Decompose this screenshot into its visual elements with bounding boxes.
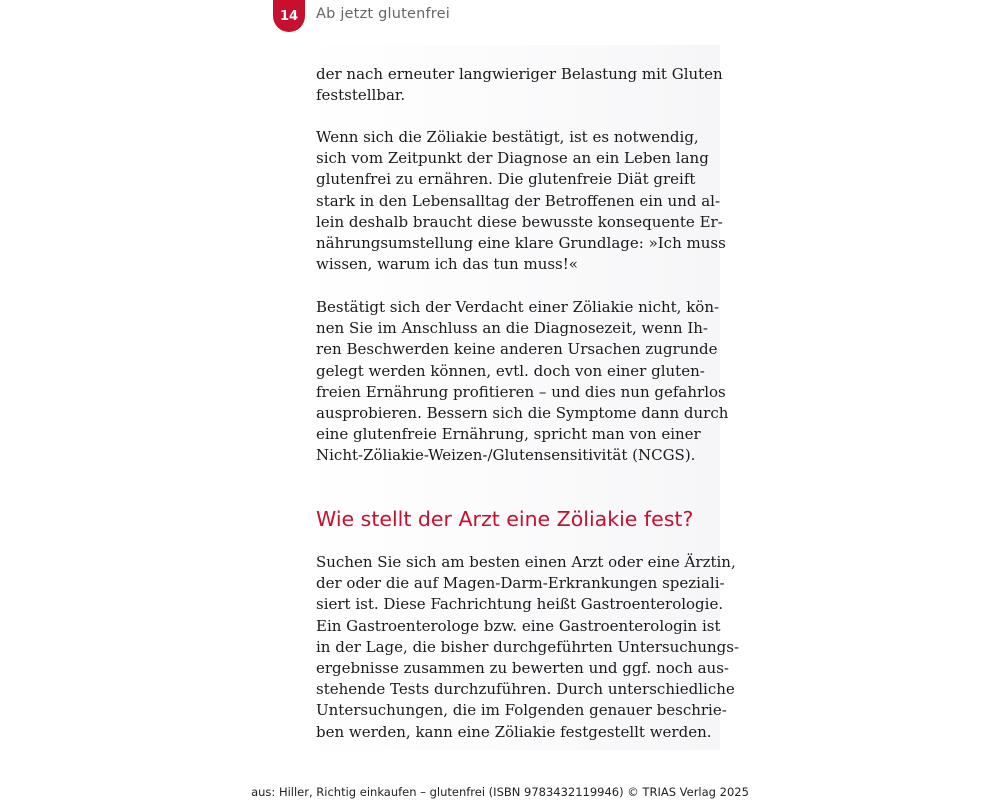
text-line: in der Lage, die bisher durchgeführten Untersuchungs- [316,637,740,656]
text-line: lein deshalb braucht diese bewusste konsequente Er- [316,212,723,231]
text-line: eine glutenfreie Ernährung, spricht man von einer [316,425,701,444]
text-line: feststellbar. [316,86,406,105]
text-line: ergebnisse zusammen zu bewerten und ggf. noch aus- [316,659,729,678]
text-line: stark in den Lebensalltag der Betroffenen ein und al- [316,191,721,210]
text-line: gelegt werden können, evtl. doch von einer gluten- [316,361,705,380]
page-number-badge: 14 [273,0,305,32]
text-line: sich vom Zeitpunkt der Diagnose an ein Leben lang [316,149,709,168]
text-line: Nicht-Zöliakie-Weizen-/Glutensensitivität (NCGS). [316,446,696,465]
paragraph-3 [316,297,729,467]
text-line: ben werden, kann eine Zöliakie festgestellt werden. [316,722,712,741]
paragraph-1 [316,64,723,106]
text-line: Bestätigt sich der Verdacht einer Zöliakie nicht, kön- [316,298,720,316]
footer-citation: aus: Hiller, Richtig einkaufen – glutenfrei (ISBN 9783432119946) © TRIAS Verlag 2025 [251,785,749,799]
paragraph-4 [316,552,740,743]
text-line: ausprobieren. Bessern sich die Symptome dann durch [316,404,729,423]
text-line: stehende Tests durchzuführen. Durch unterschiedliche [316,680,735,699]
text-line: Untersuchungen, die im Folgenden genauer beschrie- [316,701,727,720]
text-line: Wenn sich die Zöliakie bestätigt, ist es notwendig, [316,128,699,146]
running-title: Ab jetzt glutenfrei [316,6,450,22]
text-line: der oder die auf Magen-Darm-Erkrankungen speziali- [316,574,725,593]
text-line: wissen, warum ich das tun muss!« [316,255,578,274]
text-line: freien Ernährung profitieren – und dies nun gefahrlos [316,382,726,401]
text-line: Ein Gastroenterologe bzw. eine Gastroenterologin ist [316,616,721,635]
text-line: der nach erneuter langwieriger Belastung mit Gluten [316,65,723,83]
text-line: siert ist. Diese Fachrichtung heißt Gastroenterologie. [316,595,724,614]
text-line: nährungsumstellung eine klare Grundlage: »Ich muss [316,234,726,253]
text-line: ren Beschwerden keine anderen Ursachen zugrunde [316,340,718,359]
text-line: glutenfrei zu ernähren. Die glutenfreie Diät greift [316,170,696,189]
paragraph-2 [316,127,726,275]
section-heading: Wie stellt der Arzt eine Zöliakie fest? [316,507,694,531]
text-line: Suchen Sie sich am besten einen Arzt oder eine Ärztin, [316,553,736,571]
text-line: nen Sie im Anschluss an die Diagnosezeit, wenn Ih- [316,319,708,338]
